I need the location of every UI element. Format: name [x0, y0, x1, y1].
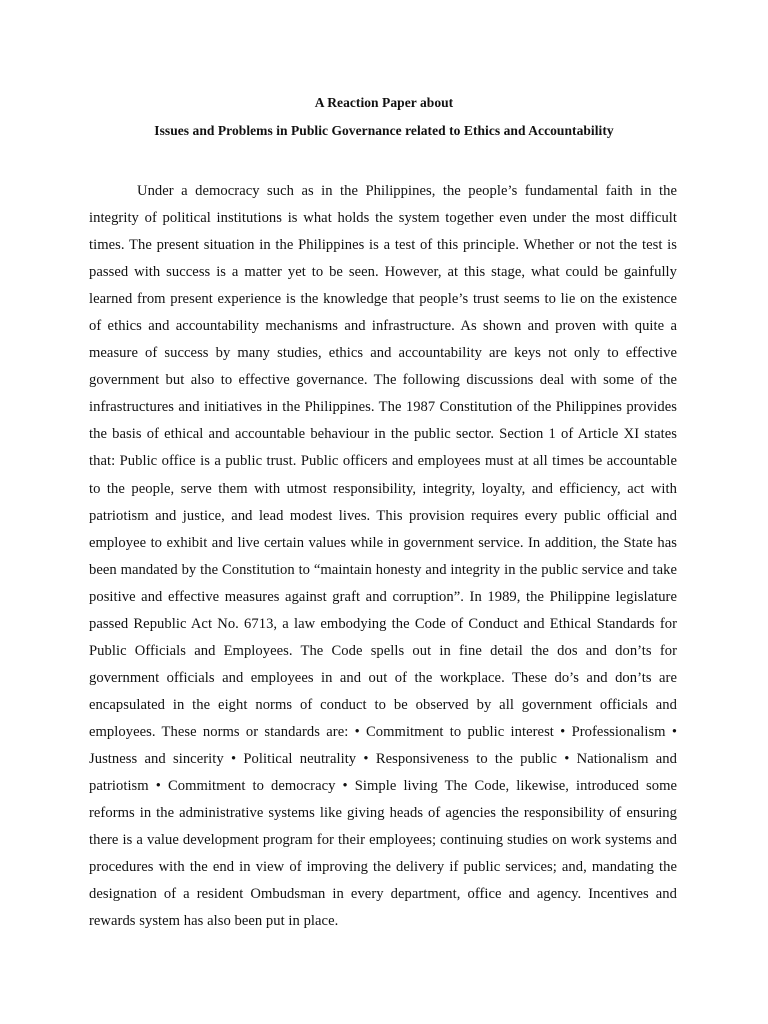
document-subtitle: Issues and Problems in Public Governance related to Ethics and Accountability: [154, 123, 614, 138]
document-title: A Reaction Paper about: [314, 95, 454, 110]
body-paragraph: Under a democracy such as in the Philippines, the people’s fundamental faith in the integrity of political institutions is what holds the system together even under the most difficult times. The present situation in the Philippines is a test of this principle. Whether or not the test is passed with success is a matter yet to be seen. However, at this stage, what could be gainfully learned from present experience is the knowledge that people’s trust seems to lie on the existence of ethics and accountability mechanisms and infrastructure. As shown and proven with quite a measure of success by many studies, ethics and accountability are keys not only to effective government but also to effective governance. The following discussions deal with some of the infrastructures and initiatives in the Philippines. The 1987 Constitution of the Philippines provides the basis of ethical and accountable behaviour in the public sector. Section 1 of Article XI states that: Public office is a public trust. Public officers and employees must at all times be accountable to the people, serve them with utmost responsibility, integrity, loyalty, and efficiency, act with patriotism and justice, and lead modest lives. This provision requires every public official and employee to exhibit and live certain values while in government service. In addition, the State has been mandated by the Constitution to “maintain honesty and integrity in the public service and take positive and effective measures against graft and corruption”. In 1989, the Philippine legislature passed Republic Act No. 6713, a law embodying the Code of Conduct and Ethical Standards for Public Officials and Employees. The Code spells out in fine detail the dos and don’ts for government officials and employees in and out of the workplace. These do’s and don’ts are encapsulated in the eight norms of conduct to be observed by all government officials and employees. These norms or standards are: • Commitment to public interest • Professionalism • Justness and sincerity • Political neutrality • Responsiveness to the public • Nationalism and patriotism • Commitment to democracy • Simple living The Code, likewise, introduced some reforms in the administrative systems like giving heads of agencies the responsibility of ensuring there is a value development program for their employees; continuing studies on work systems and procedures with the end in view of improving the delivery if public services; and, mandating the designation of a resident Ombudsman in every department, office and agency. Incentives and rewards system has also been put in place.: [89, 183, 677, 930]
